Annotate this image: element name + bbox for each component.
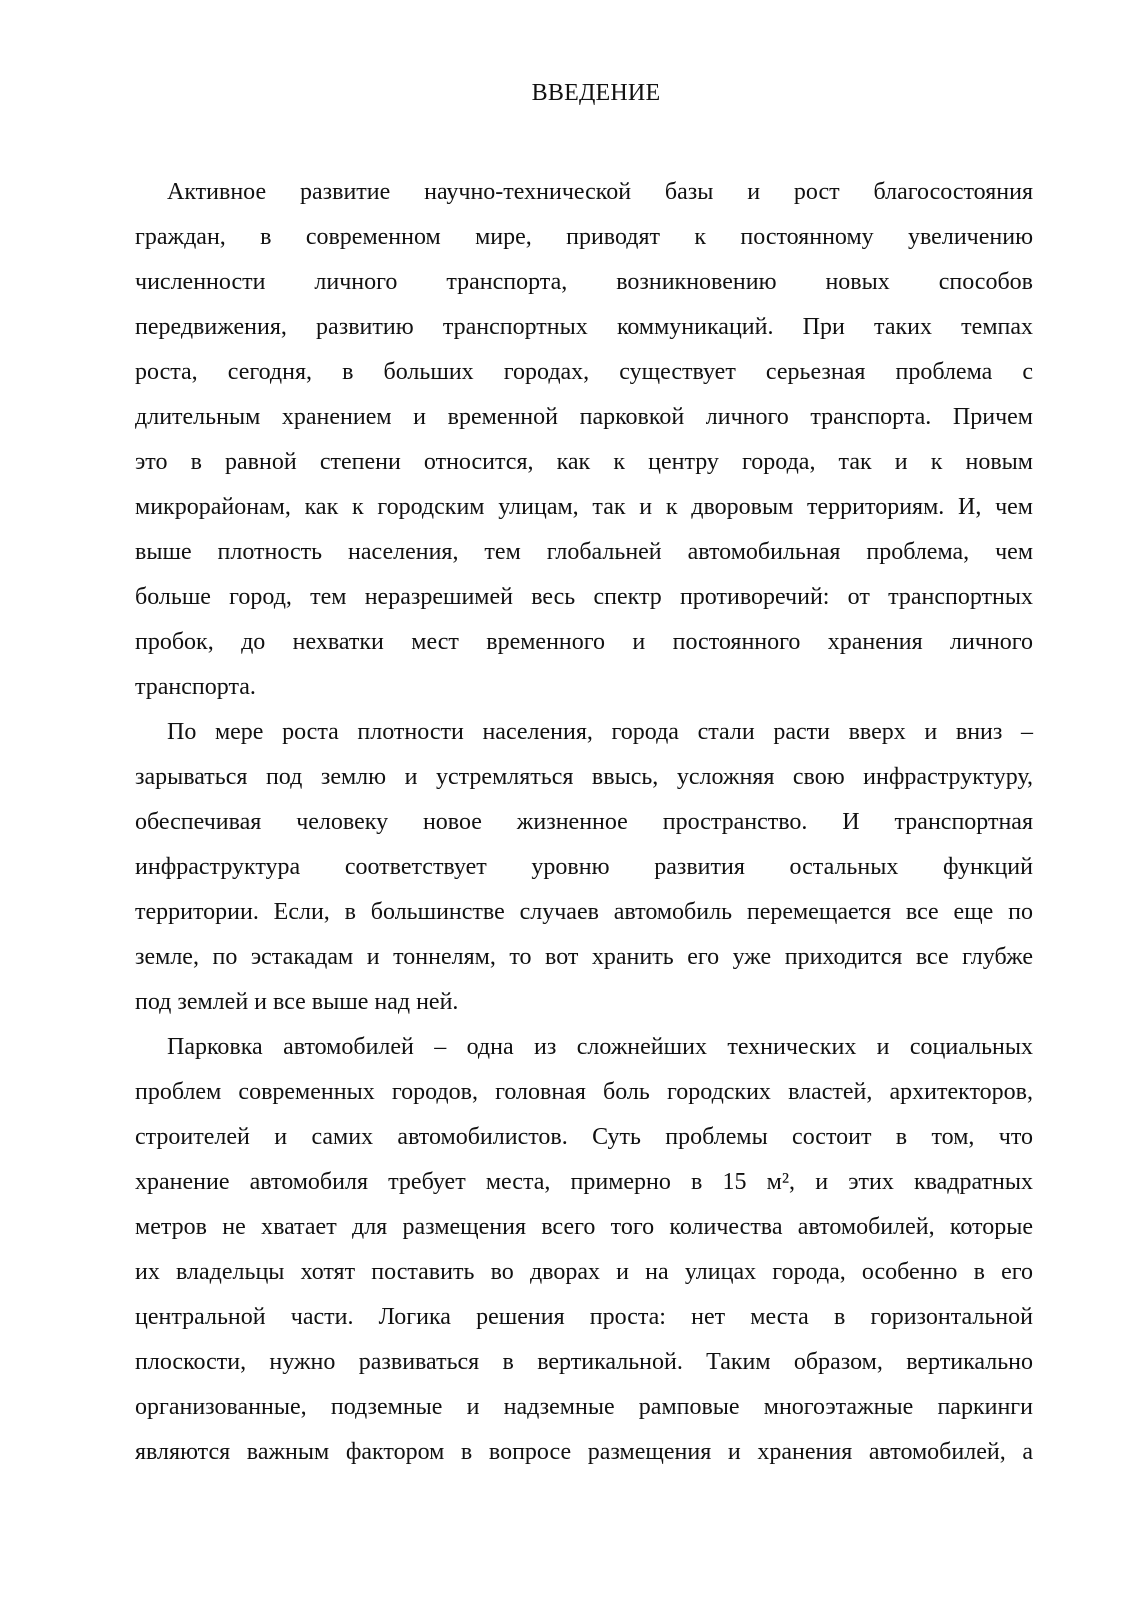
paragraph-line: длительным хранением и временной парковкой личного транспорта. Причем	[135, 404, 1033, 430]
paragraph-line: хранение автомобиля требует места, примерно в 15 м², и этих квадратных	[135, 1169, 1033, 1195]
paragraph-line: их владельцы хотят поставить во дворах и на улицах города, особенно в его	[135, 1259, 1033, 1285]
paragraph-line: плоскости, нужно развиваться в вертикальной. Таким образом, вертикально	[135, 1349, 1033, 1375]
paragraph-line: пробок, до нехватки мест временного и постоянного хранения личного	[135, 629, 1033, 655]
paragraph-3	[135, 1025, 1033, 1475]
paragraph-line: передвижения, развитию транспортных коммуникаций. При таких темпах	[135, 314, 1033, 340]
paragraph-line: микрорайонам, как к городским улицам, так и к дворовым территориям. И, чем	[135, 494, 1033, 520]
paragraph-line: численности личного транспорта, возникновению новых способов	[135, 269, 1033, 295]
paragraph-1	[135, 170, 1033, 710]
paragraph-line: территории. Если, в большинстве случаев автомобиль перемещается все еще по	[135, 899, 1033, 925]
paragraph-line: больше город, тем неразрешимей весь спектр противоречий: от транспортных	[135, 584, 1033, 610]
paragraph-2	[135, 710, 1033, 1025]
paragraph-line: центральной части. Логика решения проста: нет места в горизонтальной	[135, 1304, 1033, 1330]
paragraph-line: строителей и самих автомобилистов. Суть проблемы состоит в том, что	[135, 1124, 1033, 1150]
body-text	[135, 170, 1033, 1475]
paragraph-line: Активное развитие научно-технической базы и рост благосостояния	[167, 179, 1033, 205]
paragraph-line: проблем современных городов, головная боль городских властей, архитекторов,	[135, 1079, 1033, 1105]
paragraph-line: Парковка автомобилей – одна из сложнейших технических и социальных	[167, 1034, 1033, 1060]
paragraph-line: метров не хватает для размещения всего того количества автомобилей, которые	[135, 1214, 1033, 1240]
paragraph-line: организованные, подземные и надземные рамповые многоэтажные паркинги	[135, 1394, 1033, 1420]
paragraph-line: По мере роста плотности населения, города стали расти вверх и вниз –	[167, 719, 1033, 745]
paragraph-line: граждан, в современном мире, приводят к постоянному увеличению	[135, 224, 1033, 250]
paragraph-line: инфраструктура соответствует уровню развития остальных функций	[135, 854, 1033, 880]
paragraph-line: обеспечивая человеку новое жизненное пространство. И транспортная	[135, 809, 1033, 835]
paragraph-line: транспорта.	[135, 674, 256, 700]
paragraph-line: это в равной степени относится, как к центру города, так и к новым	[135, 449, 1033, 475]
paragraph-line: под землей и все выше над ней.	[135, 989, 459, 1015]
paragraph-line: являются важным фактором в вопросе размещения и хранения автомобилей, а	[135, 1439, 1033, 1465]
page-title: ВВЕДЕНИЕ	[531, 80, 661, 106]
paragraph-line: выше плотность населения, тем глобальней автомобильная проблема, чем	[135, 539, 1033, 565]
paragraph-line: зарываться под землю и устремляться ввысь, усложняя свою инфраструктуру,	[135, 764, 1033, 790]
paragraph-line: земле, по эстакадам и тоннелям, то вот хранить его уже приходится все глубже	[135, 944, 1033, 970]
paragraph-line: роста, сегодня, в больших городах, существует серьезная проблема с	[135, 359, 1033, 385]
